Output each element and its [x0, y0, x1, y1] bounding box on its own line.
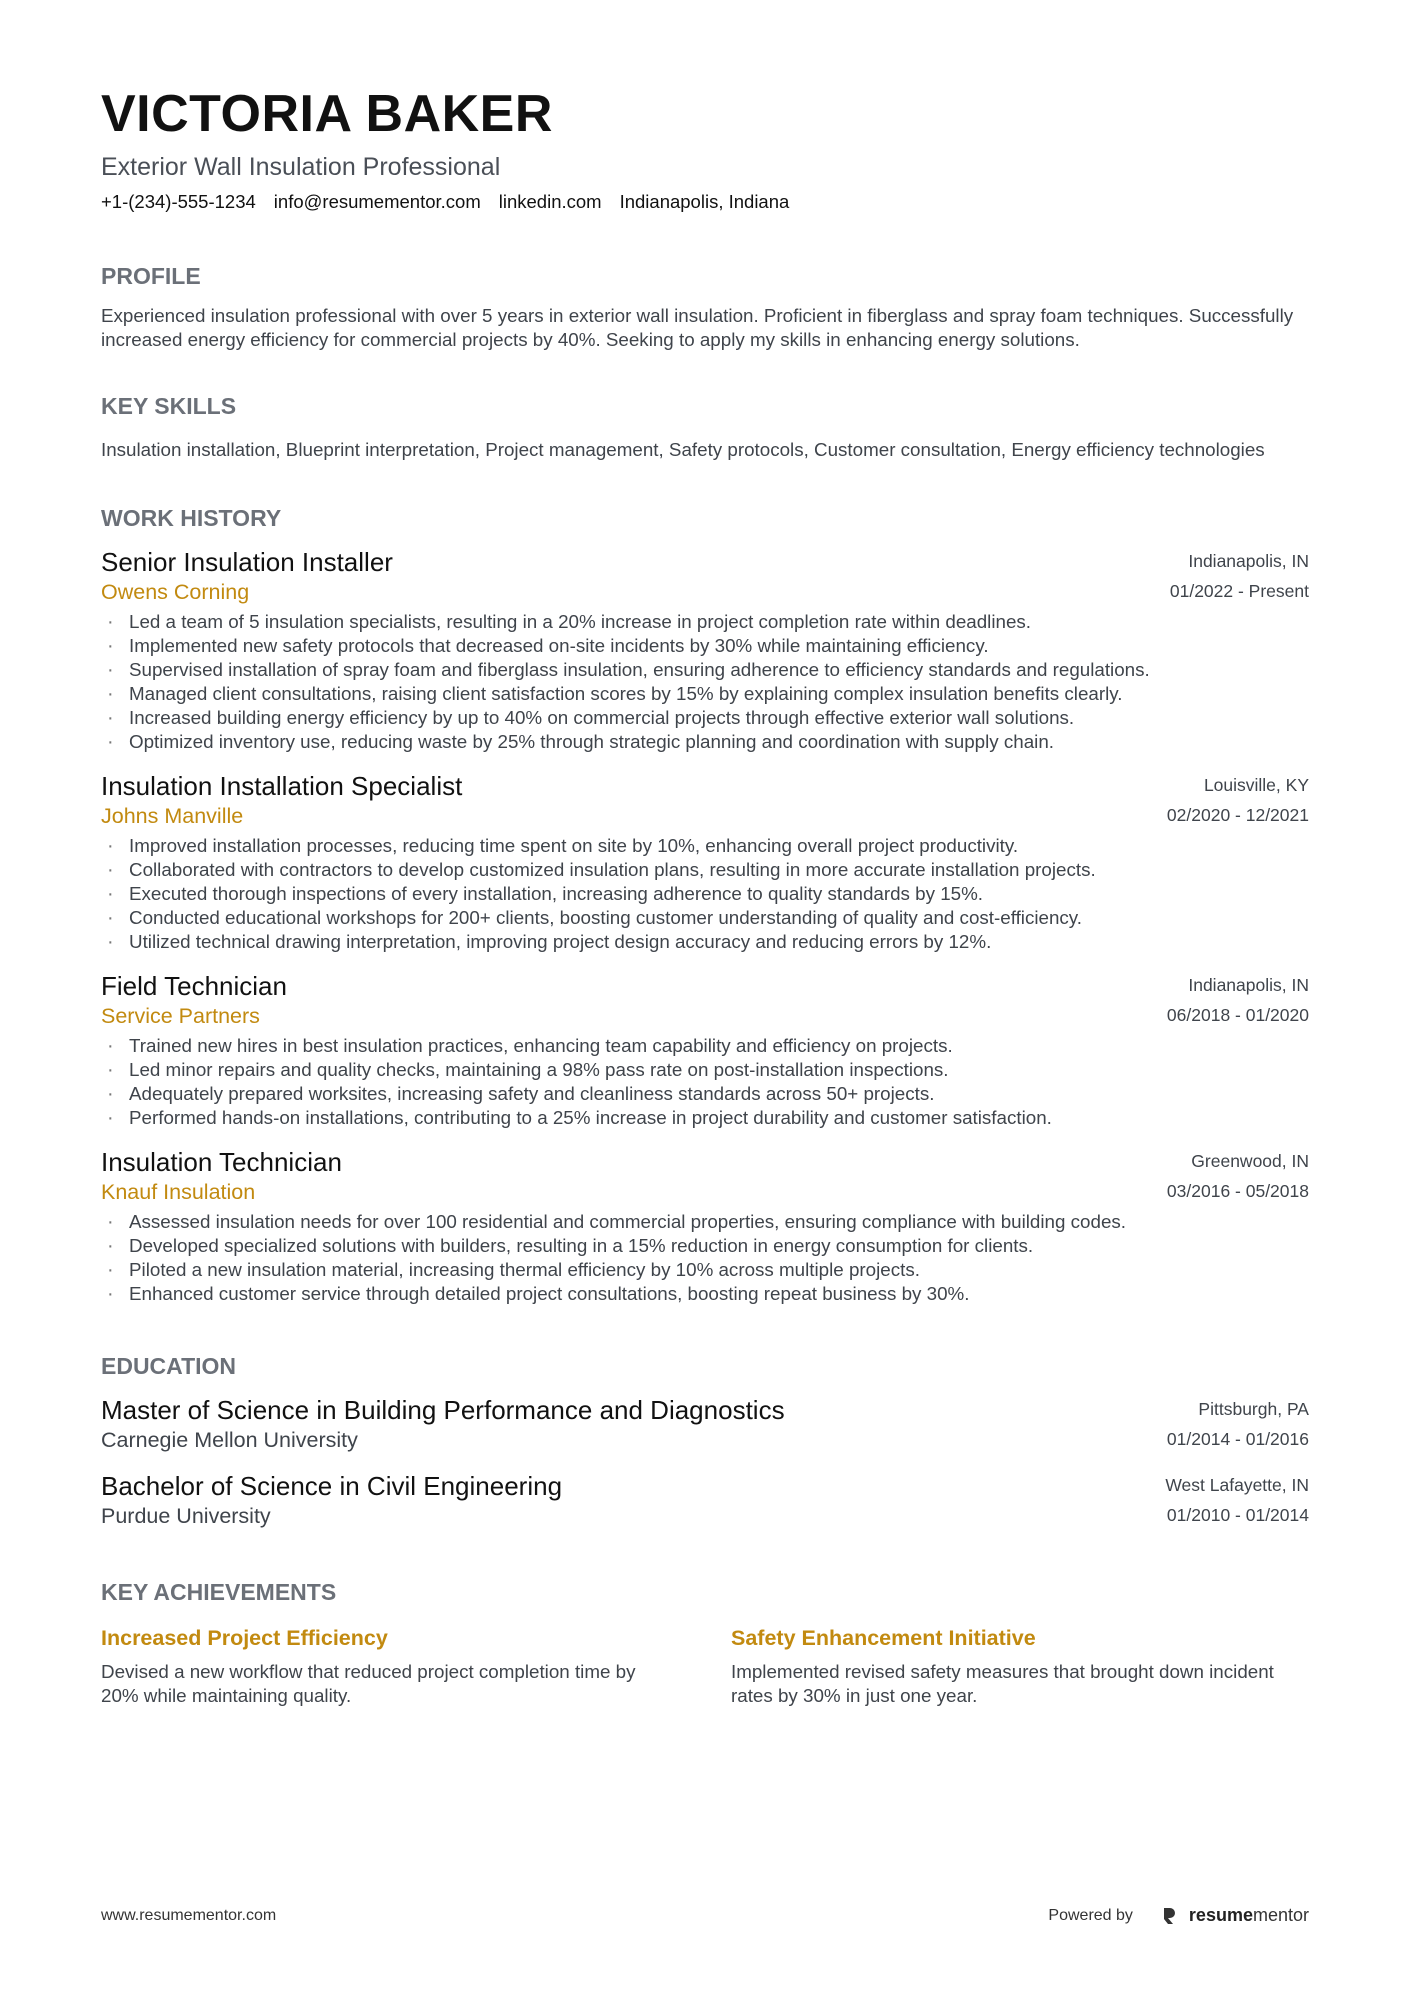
- work-history-section: [101, 504, 1309, 1306]
- job-dates: 06/2018 - 01/2020: [1166, 1005, 1309, 1025]
- job-bullet: · Supervised installation of spray foam and fiberglass insulation, ensuring adherence to efficiency standards and regulations.: [101, 658, 1309, 682]
- section-heading: PROFILE: [101, 263, 201, 289]
- job-dates: 03/2016 - 05/2018: [1166, 1181, 1309, 1201]
- job-location: Indianapolis, IN: [1188, 551, 1309, 571]
- skills-section: [101, 392, 1309, 462]
- achievement-item: [101, 1624, 671, 1708]
- school-location: Pittsburgh, PA: [1198, 1399, 1309, 1419]
- candidate-name: VICTORIA BAKER: [101, 85, 553, 143]
- section-heading: WORK HISTORY: [101, 505, 282, 531]
- candidate-title: Exterior Wall Insulation Professional: [101, 153, 501, 181]
- job-dates: 02/2020 - 12/2021: [1166, 805, 1309, 825]
- job-bullet: · Led minor repairs and quality checks, maintaining a 98% pass rate on post-installation inspections.: [101, 1058, 1309, 1082]
- job-bullet: · Adequately prepared worksites, increasing safety and cleanliness standards across 50+ projects.: [101, 1082, 1309, 1106]
- job-title: Insulation Installation Specialist: [101, 771, 463, 801]
- contact-row: [101, 190, 1309, 214]
- job-bullet: · Conducted educational workshops for 200+ clients, boosting customer understanding of quality and cost-efficiency.: [101, 906, 1309, 930]
- job-entry: [101, 1146, 1309, 1306]
- job-bullets: [101, 1210, 1309, 1306]
- school-name: Carnegie Mellon University: [101, 1428, 358, 1452]
- profile-section: [101, 262, 1309, 352]
- job-entry: [101, 970, 1309, 1130]
- job-bullet: · Piloted a new insulation material, increasing thermal efficiency by 10% across multiple projects.: [101, 1258, 1309, 1282]
- footer-brand: [1048, 1905, 1309, 1926]
- education-section: [101, 1352, 1309, 1530]
- job-bullet: · Optimized inventory use, reducing waste by 25% through strategic planning and coordination with supply chain.: [101, 730, 1309, 754]
- achievements-section: [101, 1578, 1309, 1708]
- job-entry: [101, 546, 1309, 754]
- achievement-desc: Implemented revised safety measures that brought down incident rates by 30% in just one year.: [731, 1661, 1274, 1706]
- job-title: Field Technician: [101, 971, 287, 1001]
- degree-title: Master of Science in Building Performance and Diagnostics: [101, 1395, 785, 1425]
- contact-linkedin: linkedin.com: [498, 191, 602, 212]
- job-bullet: · Enhanced customer service through detailed project consultations, boosting repeat business by 30%.: [101, 1282, 1309, 1306]
- job-title: Insulation Technician: [101, 1147, 342, 1177]
- job-bullet: · Performed hands-on installations, contributing to a 25% increase in project durability and customer satisfaction.: [101, 1106, 1309, 1130]
- job-company: Knauf Insulation: [101, 1180, 256, 1204]
- job-bullet: · Collaborated with contractors to develop customized insulation plans, resulting in more accurate installation projects.: [101, 858, 1309, 882]
- job-location: Greenwood, IN: [1191, 1151, 1309, 1171]
- powered-by-label: Powered by: [1048, 1906, 1133, 1924]
- school-name: Purdue University: [101, 1504, 271, 1528]
- job-bullets: [101, 834, 1309, 954]
- job-bullet: · Executed thorough inspections of every installation, increasing adherence to quality standards by 15%.: [101, 882, 1309, 906]
- job-dates: 01/2022 - Present: [1169, 581, 1309, 601]
- footer-url-link[interactable]: www.resumementor.com: [101, 1906, 277, 1924]
- contact-phone: +1-(234)-555-1234: [101, 191, 256, 212]
- education-entry: [101, 1394, 1309, 1454]
- contact-location: Indianapolis, Indiana: [619, 191, 790, 212]
- job-bullet: · Trained new hires in best insulation practices, enhancing team capability and efficiency on projects.: [101, 1034, 1309, 1058]
- job-bullet: · Increased building energy efficiency by up to 40% on commercial projects through effective exterior wall solutions.: [101, 706, 1309, 730]
- page-footer: [101, 1905, 1309, 1926]
- achievement-title: Safety Enhancement Initiative: [731, 1626, 1036, 1650]
- education-dates: 01/2010 - 01/2014: [1166, 1505, 1309, 1525]
- school-location: West Lafayette, IN: [1165, 1475, 1309, 1495]
- education-entry: [101, 1470, 1309, 1530]
- job-bullet: · Implemented new safety protocols that decreased on-site incidents by 30% while maintaining efficiency.: [101, 634, 1309, 658]
- job-bullets: [101, 1034, 1309, 1130]
- achievement-title: Increased Project Efficiency: [101, 1626, 388, 1650]
- job-company: Owens Corning: [101, 580, 250, 604]
- job-bullets: [101, 610, 1309, 754]
- degree-title: Bachelor of Science in Civil Engineering: [101, 1471, 563, 1501]
- section-heading: KEY SKILLS: [101, 393, 237, 419]
- achievement-desc: Devised a new workflow that reduced project completion time by 20% while maintaining quality.: [101, 1661, 636, 1706]
- profile-text: Experienced insulation professional with over 5 years in exterior wall insulation. Proficient in fiberglass and spray foam techniques. Successfully increased energy efficiency for commercial projects by 40%. Seeking to apply my skills in enhancing energy solutions.: [101, 305, 1294, 350]
- job-bullet: · Improved installation processes, reducing time spent on site by 10%, enhancing overall project productivity.: [101, 834, 1309, 858]
- job-bullet: · Assessed insulation needs for over 100 residential and commercial properties, ensuring compliance with building codes.: [101, 1210, 1309, 1234]
- job-bullet: · Led a team of 5 insulation specialists, resulting in a 20% increase in project completion rate within deadlines.: [101, 610, 1309, 634]
- contact-email: info@resumementor.com: [273, 191, 481, 212]
- job-bullet: · Developed specialized solutions with builders, resulting in a 15% reduction in energy consumption for clients.: [101, 1234, 1309, 1258]
- job-bullet: · Utilized technical drawing interpretation, improving project design accuracy and reducing errors by 12%.: [101, 930, 1309, 954]
- resumementor-logo-icon: [1161, 1906, 1177, 1926]
- achievement-item: [731, 1624, 1301, 1708]
- job-company: Service Partners: [101, 1004, 260, 1028]
- job-bullet: · Managed client consultations, raising client satisfaction scores by 15% by explaining complex insulation benefits clearly.: [101, 682, 1309, 706]
- section-heading: KEY ACHIEVEMENTS: [101, 1579, 337, 1605]
- job-title: Senior Insulation Installer: [101, 547, 393, 577]
- job-location: Indianapolis, IN: [1188, 975, 1309, 995]
- job-location: Louisville, KY: [1203, 775, 1309, 795]
- job-company: Johns Manville: [101, 804, 244, 828]
- skills-text: Insulation installation, Blueprint interpretation, Project management, Safety protocols, Customer consultation, Energy efficiency technologies: [101, 439, 1265, 460]
- job-entry: [101, 770, 1309, 954]
- section-heading: EDUCATION: [101, 1353, 237, 1379]
- education-dates: 01/2014 - 01/2016: [1166, 1429, 1309, 1449]
- resumementor-logo-text: resumementor: [1188, 1905, 1309, 1925]
